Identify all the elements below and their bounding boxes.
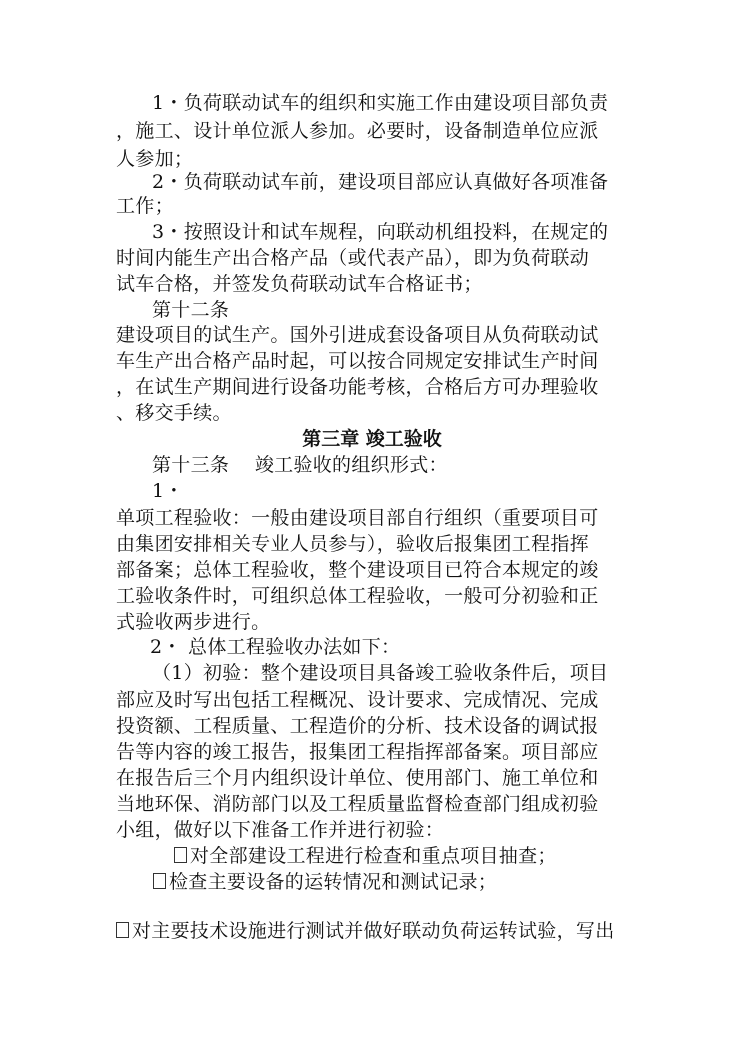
chapter-title: 第三章 竣工验收 (302, 428, 442, 450)
paragraph-line: ，在试生产期间进行设备功能考核，合格后方可办理验收 (116, 376, 599, 398)
article-heading: 第十三条 竣工验收的组织形式： (152, 454, 448, 476)
checkbox-glyph-icon (153, 873, 166, 889)
paragraph-line: 3・按照设计和试车规程，向联动机组投料，在规定的 (152, 221, 609, 243)
bullet-line (153, 869, 497, 896)
paragraph-line: （1）初验：整个建设项目具备竣工验收条件后，项目 (152, 662, 609, 684)
paragraph-line: 由集团安排相关专业人员参与），验收后报集团工程指挥 (116, 533, 590, 555)
paragraph-line: 式验收两步进行。 (116, 611, 271, 633)
paragraph-line: ，施工、设计单位派人参加。必要时，设备制造单位应派 (116, 120, 599, 142)
paragraph-line: 建设项目的试生产。国外引进成套设备项目从负荷联动试 (116, 324, 599, 346)
paragraph-line: 车生产出合格产品时起，可以按合同规定安排试生产时间 (116, 350, 599, 372)
paragraph-line: 2・ 总体工程验收办法如下： (150, 636, 401, 658)
paragraph-line: 、移交手续。 (116, 402, 232, 424)
paragraph-line: 在报告后三个月内组织设计单位、使用部门、施工单位和 (116, 767, 599, 789)
paragraph-line: 1・ (152, 480, 184, 502)
paragraph-line: 单项工程验收：一般由建设项目部自行组织（重要项目可 (116, 507, 599, 529)
checkbox-glyph-icon (116, 922, 129, 938)
paragraph-line: 部备案；总体工程验收，整个建设项目已符合本规定的竣 (116, 559, 599, 581)
bullet-text: 对主要技术设施进行测试并做好联动负荷运转试验，写出 (132, 920, 615, 942)
checkbox-glyph-icon (174, 847, 187, 863)
paragraph-line: 1・负荷联动试车的组织和实施工作由建设项目部负责 (152, 92, 609, 114)
paragraph-line: 告等内容的竣工报告，报集团工程指挥部备案。项目部应 (116, 741, 599, 763)
paragraph-line: 部应及时写出包括工程概况、设计要求、完成情况、完成 (116, 689, 599, 711)
paragraph-line: 人参加； (116, 148, 194, 170)
paragraph-line: 试车合格，并签发负荷联动试车合格证书； (116, 273, 483, 295)
bullet-line (174, 843, 557, 870)
paragraph-line: 投资额、工程质量、工程造价的分析、技术设备的调试报 (116, 715, 599, 737)
paragraph-line: 时间内能生产出合格产品（或代表产品），即为负荷联动 (116, 247, 590, 269)
paragraph-line: 工验收条件时，可组织总体工程验收，一般可分初验和正 (116, 585, 599, 607)
bullet-line (116, 918, 615, 945)
paragraph-line: 小组，做好以下准备工作并进行初验： (116, 819, 445, 841)
bullet-text: 检查主要设备的运转情况和测试记录； (169, 871, 498, 893)
paragraph-line: 工作； (116, 195, 174, 217)
article-heading: 第十二条 (152, 299, 230, 321)
paragraph-line: 2・负荷联动试车前，建设项目部应认真做好各项准备 (152, 171, 609, 193)
bullet-text: 对全部建设工程进行检查和重点项目抽查； (190, 845, 557, 867)
paragraph-line: 当地环保、消防部门以及工程质量监督检查部门组成初验 (116, 793, 599, 815)
